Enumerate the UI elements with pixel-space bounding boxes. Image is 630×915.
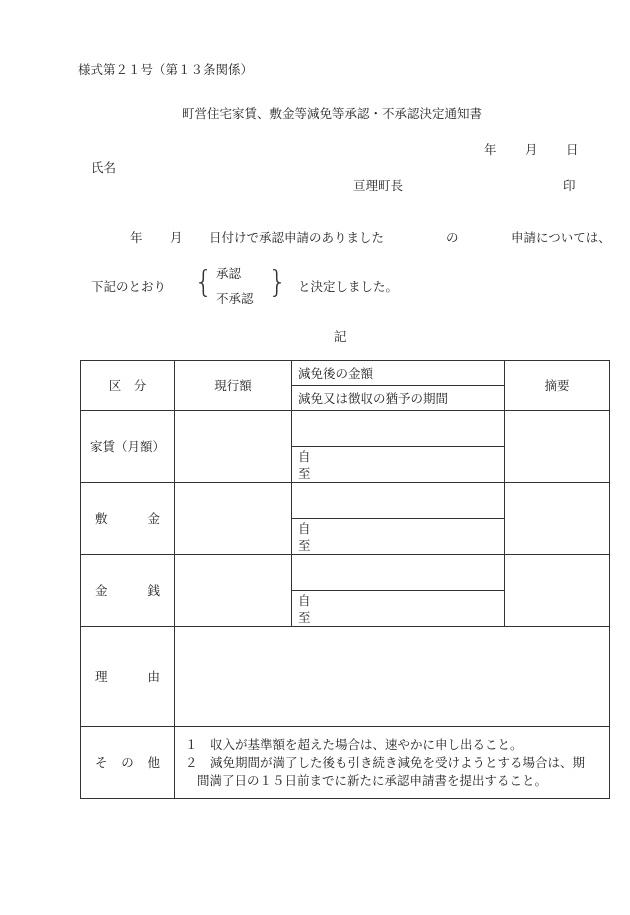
body-lead: 下記のとおり [91, 279, 167, 294]
reason-label-a: 理 [95, 669, 108, 684]
rent-remarks-cell [505, 411, 610, 483]
money-label-b: 銭 [147, 583, 160, 598]
money-period-to: 至 [298, 609, 311, 625]
row-label-other [81, 727, 175, 799]
rent-current-cell [175, 411, 292, 483]
rent-period-cell [292, 447, 505, 483]
left-brace: { [194, 265, 214, 300]
document-title: 町営住宅家賃、敷金等減免等承認・不承認決定通知書 [182, 106, 483, 121]
other-label-b: の [121, 755, 134, 770]
money-current-cell [175, 555, 292, 627]
option-approve: 承認 [216, 266, 242, 281]
note1-number: １ [185, 736, 198, 752]
rent-period-from: 自 [298, 448, 311, 464]
header-category: 区 分 [81, 361, 175, 411]
reason-cell [175, 627, 610, 727]
body-year: 年 [130, 230, 143, 245]
money-remarks-cell [505, 555, 610, 627]
addressee-label: 氏名 [91, 160, 117, 175]
rent-after-amount-cell [292, 411, 505, 447]
row-label-rent: 家賃（月額） [81, 411, 175, 483]
date-year: 年 [484, 142, 497, 157]
form-number: 様式第２１号（第１３条関係） [78, 62, 254, 77]
right-brace: } [268, 265, 288, 300]
issuer-name: 亘理町長 [353, 178, 404, 193]
deposit-period-cell [292, 519, 505, 555]
deposit-period-to: 至 [298, 537, 311, 553]
note2-number: ２ [185, 754, 198, 770]
body-tail: と決定しました。 [298, 279, 399, 294]
deposit-after-amount-cell [292, 483, 505, 519]
note2-text-line1: 減免期間が満了した後も引き続き減免を受けようとする場合は、期 [210, 754, 586, 770]
date-day: 日 [566, 142, 579, 157]
header-period: 減免又は徴収の猶予の期間 [292, 386, 505, 411]
row-label-reason [81, 627, 175, 727]
other-notes-cell [175, 727, 610, 799]
body-month: 月 [170, 230, 183, 245]
header-remarks: 摘要 [505, 361, 610, 411]
money-label-a: 金 [95, 583, 108, 598]
body-text-application: 申請については、 [511, 230, 611, 245]
body-text-dated: 日付けで承認申請のありました [209, 230, 385, 245]
other-label-a: そ [95, 755, 108, 770]
seal-mark: 印 [563, 178, 576, 193]
decision-table [80, 360, 610, 799]
money-period-cell [292, 591, 505, 627]
option-reject: 不承認 [216, 291, 254, 306]
date-month: 月 [525, 142, 538, 157]
money-after-amount-cell [292, 555, 505, 591]
header-current-amount: 現行額 [175, 361, 292, 411]
deposit-remarks-cell [505, 483, 610, 555]
reason-label-b: 由 [147, 669, 160, 684]
other-label-c: 他 [147, 755, 160, 770]
row-label-money [81, 555, 175, 627]
money-period-from: 自 [298, 592, 311, 608]
note2-text-line2: 間満了日の１５日前までに新たに承認申請書を提出すること。 [197, 772, 548, 788]
deposit-label-b: 金 [147, 511, 160, 526]
note1-text: 収入が基準額を超えた場合は、速やかに申し出ること。 [210, 736, 523, 752]
header-after-amount: 減免後の金額 [292, 361, 505, 386]
row-label-deposit [81, 483, 175, 555]
deposit-current-cell [175, 483, 292, 555]
deposit-label-a: 敷 [95, 511, 108, 526]
deposit-period-from: 自 [298, 520, 311, 536]
ki-heading: 記 [334, 329, 347, 344]
rent-period-to: 至 [298, 465, 311, 481]
body-particle: の [446, 230, 459, 245]
